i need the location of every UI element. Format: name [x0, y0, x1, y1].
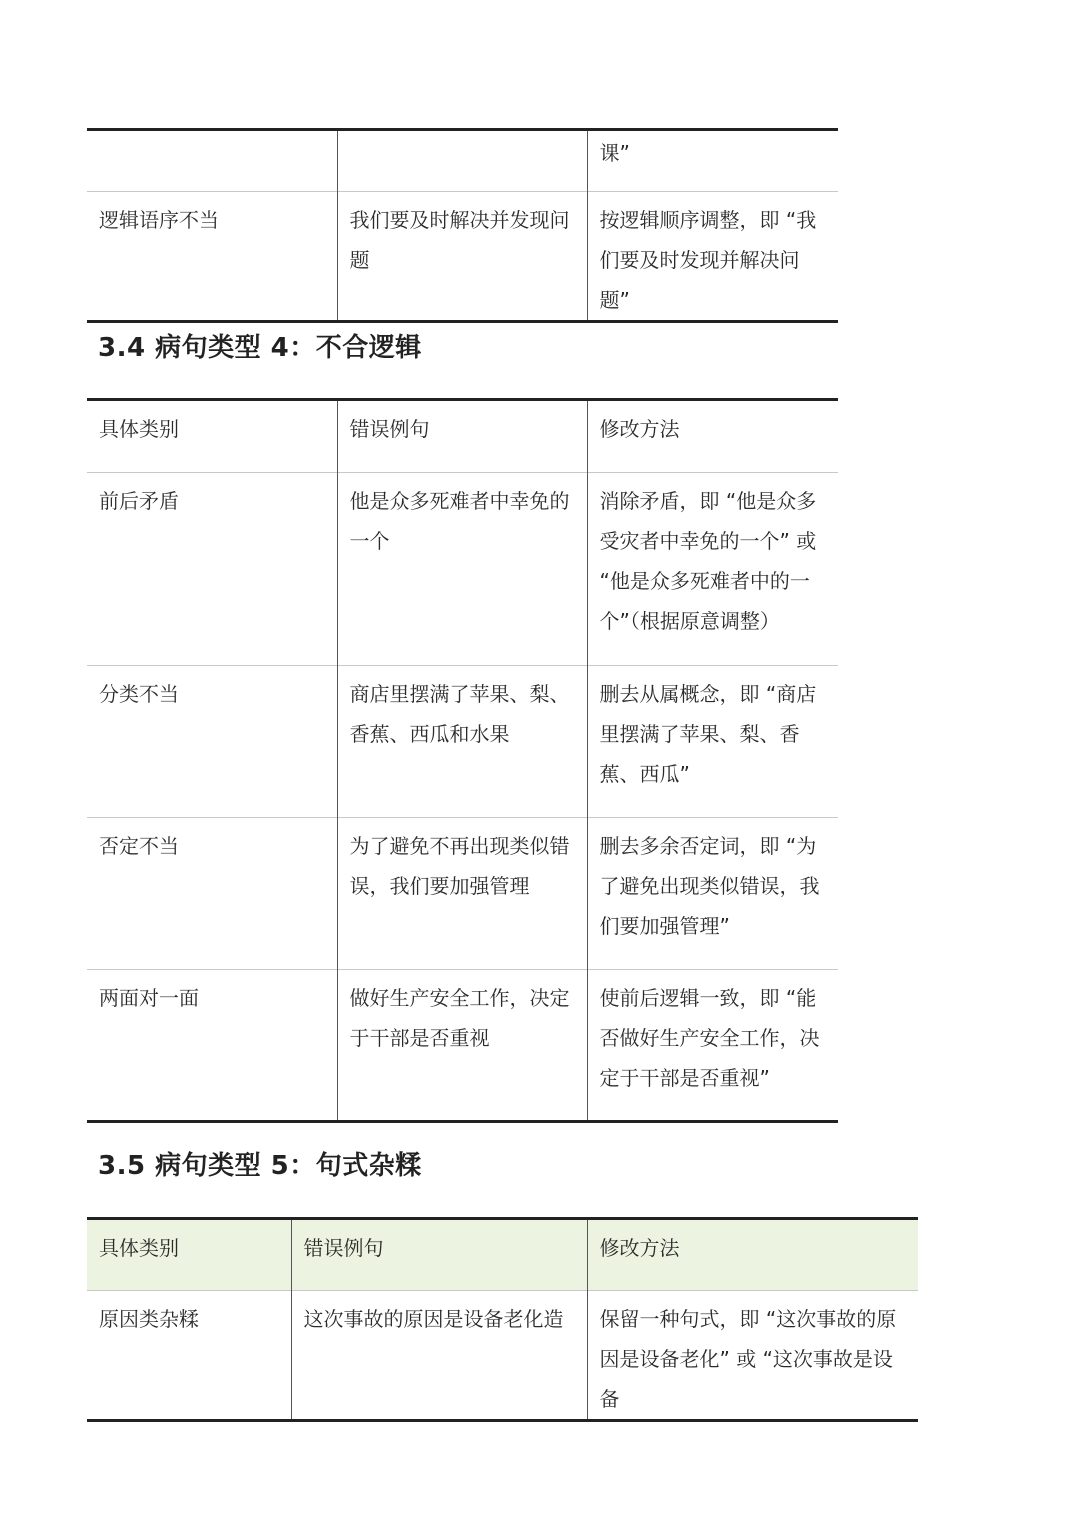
- table-cell: 使前后逻辑一致，即 “能否做好生产安全工作，决定于干部是否重视”: [587, 970, 838, 1122]
- table-cell: [337, 130, 587, 192]
- table-row: [87, 1291, 918, 1421]
- table-row: [87, 970, 838, 1122]
- table-row: [87, 192, 838, 322]
- section-heading-3-5: 3.5 病句类型 5：句式杂糅: [98, 1151, 422, 1181]
- table-3-5: [87, 1217, 918, 1422]
- table-cell: 逻辑语序不当: [87, 192, 337, 322]
- table-row: [87, 130, 838, 192]
- table-cell: 做好生产安全工作，决定于干部是否重视: [337, 970, 587, 1122]
- table-cell: 否定不当: [87, 818, 337, 970]
- table-cell: 分类不当: [87, 666, 337, 818]
- column-header: 错误例句: [291, 1219, 587, 1291]
- column-header: 修改方法: [587, 400, 838, 473]
- table-row: [87, 473, 838, 666]
- table-cell: 我们要及时解决并发现问题: [337, 192, 587, 322]
- continued-table: [87, 128, 838, 323]
- section-heading-3-4: 3.4 病句类型 4：不合逻辑: [98, 333, 422, 363]
- table-cell: 删去从属概念，即 “商店里摆满了苹果、梨、香蕉、西瓜”: [587, 666, 838, 818]
- table-cell: 保留一种句式，即 “这次事故的原因是设备老化” 或 “这次事故是设备: [587, 1291, 918, 1421]
- table-header-row: [87, 400, 838, 473]
- table-row: [87, 666, 838, 818]
- table-cell: [87, 130, 337, 192]
- column-header: 错误例句: [337, 400, 587, 473]
- table-cell: 他是众多死难者中幸免的一个: [337, 473, 587, 666]
- column-header: 具体类别: [87, 1219, 291, 1291]
- table-cell: 原因类杂糅: [87, 1291, 291, 1421]
- table-cell: 商店里摆满了苹果、梨、香蕉、西瓜和水果: [337, 666, 587, 818]
- table-cell: 两面对一面: [87, 970, 337, 1122]
- table-cell: 这次事故的原因是设备老化造: [291, 1291, 587, 1421]
- table-cell: 删去多余否定词，即 “为了避免出现类似错误，我们要加强管理”: [587, 818, 838, 970]
- column-header: 具体类别: [87, 400, 337, 473]
- table-cell: 前后矛盾: [87, 473, 337, 666]
- column-header: 修改方法: [587, 1219, 918, 1291]
- table-cell: 消除矛盾，即 “他是众多受灾者中幸免的一个” 或 “他是众多死难者中的一个”（根据原意调整）: [587, 473, 838, 666]
- table-cell: 课”: [587, 130, 838, 192]
- table-cell: 为了避免不再出现类似错误，我们要加强管理: [337, 818, 587, 970]
- table-3-4: [87, 398, 838, 1123]
- table-row: [87, 818, 838, 970]
- table-cell: 按逻辑顺序调整，即 “我们要及时发现并解决问题”: [587, 192, 838, 322]
- table-header-row: [87, 1219, 918, 1291]
